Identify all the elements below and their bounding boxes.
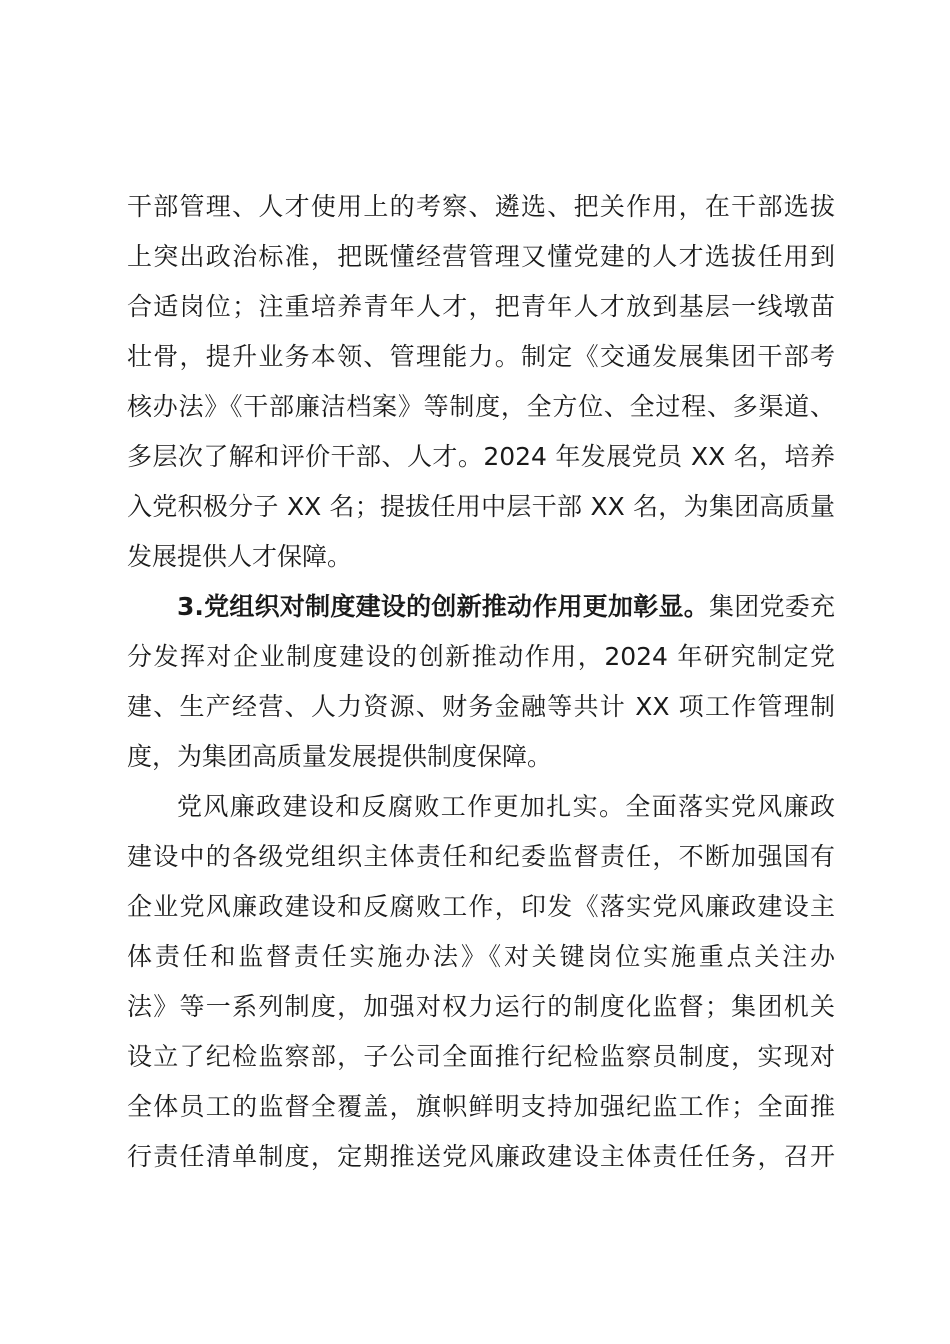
text-line: 体责任和监督责任实施办法》《对关键岗位实施重点关注办 [127,942,835,971]
text-line: 建、生产经营、人力资源、财务金融等共计 XX 项工作管理制 [127,692,835,721]
text-line: 建设中的各级党组织主体责任和纪委监督责任，不断加强国有 [127,842,835,871]
text-line: 设立了纪检监察部，子公司全面推行纪检监察员制度，实现对 [127,1042,835,1071]
paragraph-system-building [127,582,835,782]
section-heading: 3.党组织对制度建设的创新推动作用更加彰显。 [177,592,709,621]
text-line: 度，为集团高质量发展提供制度保障。 [127,742,553,771]
text-line: 合适岗位；注重培养青年人才，把青年人才放到基层一线墩苗 [127,292,835,321]
text-line: 企业党风廉政建设和反腐败工作，印发《落实党风廉政建设主 [127,892,835,921]
paragraph-talent [127,182,835,582]
text-line: 入党积极分子 XX 名；提拔任用中层干部 XX 名，为集团高质量 [127,492,835,521]
document-body [127,182,835,1182]
text-line: 多层次了解和评价干部、人才。2024 年发展党员 XX 名，培养 [127,442,835,471]
text-line: 行责任清单制度，定期推送党风廉政建设主体责任任务，召开 [127,1142,835,1171]
text-line: 上突出政治标准，把既懂经营管理又懂党建的人才选拔任用到 [127,242,835,271]
text-line: 党风廉政建设和反腐败工作更加扎实。全面落实党风廉政 [177,792,835,821]
text-line [127,582,835,632]
text-line: 核办法》《干部廉洁档案》等制度，全方位、全过程、多渠道、 [127,392,835,421]
paragraph-anti-corruption [127,782,835,1182]
text-line: 干部管理、人才使用上的考察、遴选、把关作用，在干部选拔 [127,192,835,221]
text-line: 法》等一系列制度，加强对权力运行的制度化监督；集团机关 [127,992,835,1021]
text-line: 壮骨，提升业务本领、管理能力。制定《交通发展集团干部考 [127,342,835,371]
text-line: 发展提供人才保障。 [127,542,353,571]
text-line: 全体员工的监督全覆盖，旗帜鲜明支持加强纪监工作；全面推 [127,1092,835,1121]
text-run: 集团党委充 [709,592,835,621]
text-line: 分发挥对企业制度建设的创新推动作用，2024 年研究制定党 [127,642,835,671]
